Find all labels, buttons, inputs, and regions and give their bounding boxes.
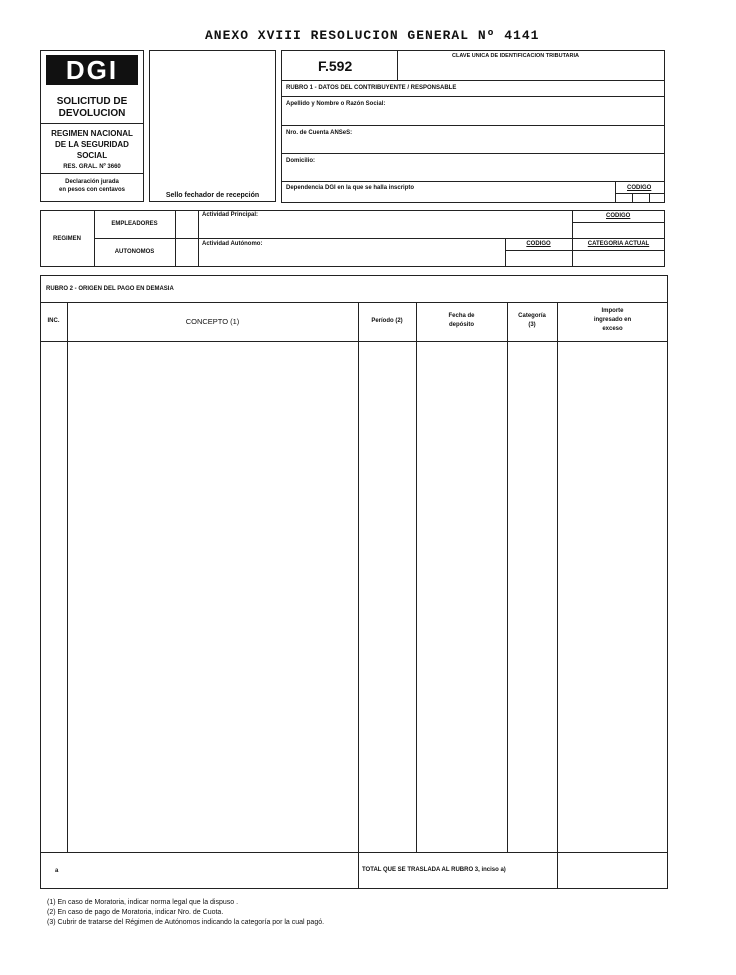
footnote-3: (3) Cubrir de tratarse del Régimen de Autónomos indicando la categoría por la cual pagó. [47, 919, 325, 926]
footnote-2: (2) En caso de pago de Moratoria, indicar Nro. de Cuota. [47, 909, 224, 916]
dgi-logo: DGI [46, 55, 138, 85]
res-gral: RES. GRAL. Nº 3660 [63, 164, 121, 170]
apellido-input[interactable] [400, 97, 664, 124]
apellido-label: Apellido y Nombre o Razón Social: [286, 101, 386, 107]
total-input[interactable] [558, 853, 667, 888]
col-inc: INC. [47, 318, 60, 324]
total-label: TOTAL QUE SE TRASLADA AL RUBRO 3, inciso a) [362, 867, 506, 873]
actividad-principal-input[interactable] [270, 212, 570, 236]
col-fecha: Fecha de depósito [448, 313, 475, 328]
domicilio-label: Domicilio: [286, 158, 316, 164]
col-periodo: Período (2) [371, 318, 403, 324]
codigo-autonomo-label: CODIGO [526, 241, 551, 247]
total-inc: a [55, 868, 59, 874]
empleadores-label: EMPLEADORES [111, 221, 158, 227]
clave-label: CLAVE UNICA DE IDENTIFICACION TRIBUTARIA [452, 53, 580, 59]
declaracion-jurada: Declaración jurada en pesos con centavos [58, 179, 126, 193]
autonomos-label: AUTONOMOS [114, 249, 155, 255]
rubro1-title: RUBRO 1 - DATOS DEL CONTRIBUYENTE / RESPONSABLE [286, 85, 457, 91]
autonomos-checkbox[interactable] [178, 243, 194, 261]
footnote-1: (1) En caso de Moratoria, indicar norma legal que la dispuso . [47, 899, 239, 906]
rubro2-body[interactable] [41, 342, 667, 851]
col-categoria: Categoría (3) [518, 313, 546, 328]
col-importe: Importe ingresado en exceso [593, 308, 632, 332]
sello-box[interactable] [149, 50, 276, 202]
cuenta-label: Nro. de Cuenta ANSeS: [286, 130, 353, 136]
page-title: ANEXO XVIII RESOLUCION GENERAL Nº 4141 [205, 28, 540, 43]
solicitud-title: SOLICITUD DE DEVOLUCION [56, 96, 128, 119]
cuenta-input[interactable] [360, 126, 664, 153]
form-code: F.592 [318, 58, 353, 74]
actividad-autonomo-input[interactable] [272, 241, 502, 265]
actividad-principal-label: Actividad Principal: [202, 212, 259, 218]
categoria-actual-label: CATEGORIA ACTUAL [587, 241, 650, 247]
rubro2-title: RUBRO 2 - ORIGEN DEL PAGO EN DEMASIA [46, 286, 174, 292]
dependencia-codigo-label: CODIGO [627, 185, 652, 191]
col-concepto: CONCEPTO (1) [185, 317, 240, 326]
regimen-title: REGIMEN NACIONAL DE LA SEGURIDAD SOCIAL [51, 129, 133, 160]
actividad-autonomo-label: Actividad Autónomo: [202, 241, 263, 247]
regimen-label: REGIMEN [52, 236, 81, 242]
cuit-input[interactable] [398, 62, 664, 80]
sello-label: Sello fechador de recepción [165, 192, 260, 199]
footnotes [47, 898, 324, 928]
domicilio-input[interactable] [325, 154, 664, 180]
codigo-principal-label: CODIGO [606, 213, 631, 219]
dependencia-label: Dependencia DGI en la que se halla inscripto [286, 185, 415, 191]
empleadores-checkbox[interactable] [178, 215, 194, 233]
